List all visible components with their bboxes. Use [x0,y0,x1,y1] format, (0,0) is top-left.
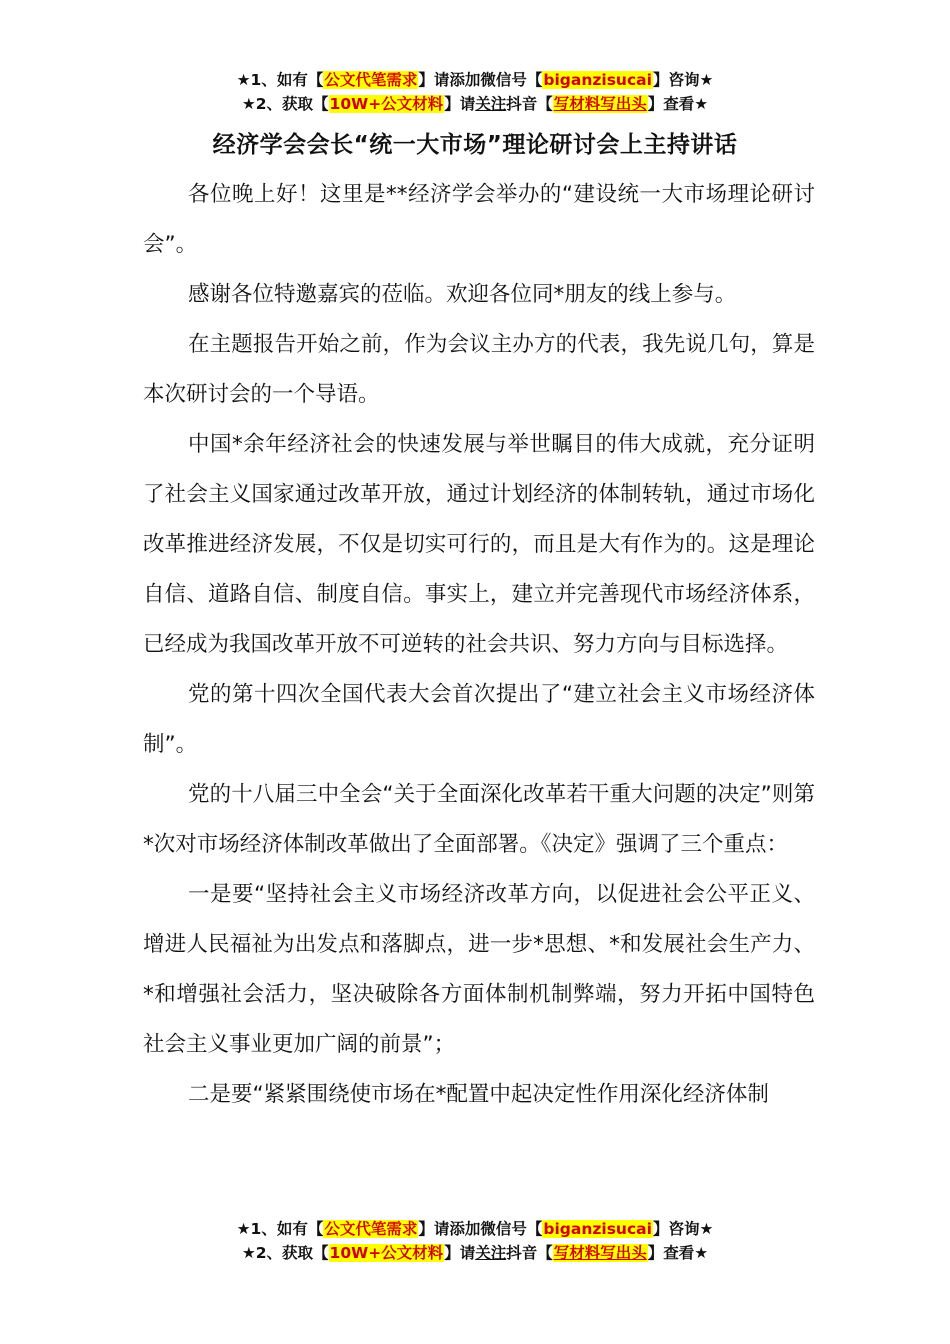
paragraph: 二是要“紧紧围绕使市场在*配置中起决定性作用深化经济体制 [188,1082,769,1107]
paragraph: 一是要“坚持社会主义市场经济改革方向，以促进社会公平正义、增进人民福祉为出发点和落脚点，进一步*思想、*和发展社会生产力、*和增强社会活力，坚决破除各方面体制机制弊端，努力开拓中国特色社会主义事业更加广阔的前景”； [143,882,815,1057]
promo-text: 】咨询★ [652,71,714,89]
promo-highlight-materials: 10W+公文材料 [329,1244,444,1262]
promo-highlight-douyin: 写材料写出头 [553,95,647,113]
promo-text: ★1、如有【 [236,1220,324,1238]
promo-text: 抖音【 [506,1244,553,1262]
promo-text: ★2、获取【 [241,95,329,113]
paragraph: 党的第十四次全国代表大会首次提出了“建立社会主义市场经济体制”。 [143,682,815,757]
document-title: 经济学会会长“统一大市场”理论研讨会上主持讲话 [212,132,738,158]
promo-text: ★2、获取【 [241,1244,329,1262]
promo-text: 】请添加微信号【 [418,71,543,89]
promo-text: 抖音【 [506,95,553,113]
promo-highlight-wechat-id: biganzisucai [543,71,652,89]
paragraph: 感谢各位特邀嘉宾的莅临。欢迎各位同*朋友的线上参与。 [188,282,737,307]
promo-text: 】查看★ [647,95,709,113]
promo-text: 】请 [444,95,476,113]
promo-line-2 [0,92,950,116]
promo-line-2 [0,1241,950,1265]
promo-text: 】请 [444,1244,476,1262]
promo-highlight-service: 公文代笔需求 [324,71,418,89]
paragraph: 中国*余年经济社会的快速发展与举世瞩目的伟大成就，充分证明了社会主义国家通过改革开放，通过计划经济的体制转轨，通过市场化改革推进经济发展，不仅是切实可行的，而且是大有作为的。这是理论自信、道路自信、制度自信。事实上，建立并完善现代市场经济体系，已经成为我国改革开放不可逆转的社会共识、努力方向与目标选择。 [143,432,815,657]
paragraph: 在主题报告开始之前，作为会议主办方的代表，我先说几句，算是本次研讨会的一个导语。 [143,332,815,407]
paragraph: 党的十八届三中全会“关于全面深化改革若干重大问题的决定”则第*次对市场经济体制改革做出了全面部署。《决定》强调了三个重点： [143,782,815,857]
promo-line-1 [0,68,950,92]
promo-text: 】咨询★ [652,1220,714,1238]
promo-text-underlined: 关注 [475,1244,507,1262]
promo-text: ★1、如有【 [236,71,324,89]
bottom-promo-banner [0,1217,950,1265]
promo-line-1 [0,1217,950,1241]
promo-text: 】查看★ [647,1244,709,1262]
promo-text-underlined: 关注 [475,95,507,113]
top-promo-banner [0,68,950,116]
promo-text: 】请添加微信号【 [418,1220,543,1238]
paragraph: 各位晚上好！这里是**经济学会举办的“建设统一大市场理论研讨会”。 [143,182,815,257]
promo-highlight-wechat-id: biganzisucai [543,1220,652,1238]
promo-highlight-service: 公文代笔需求 [324,1220,418,1238]
promo-highlight-douyin: 写材料写出头 [553,1244,647,1262]
promo-highlight-materials: 10W+公文材料 [329,95,444,113]
document-body [143,170,815,1120]
